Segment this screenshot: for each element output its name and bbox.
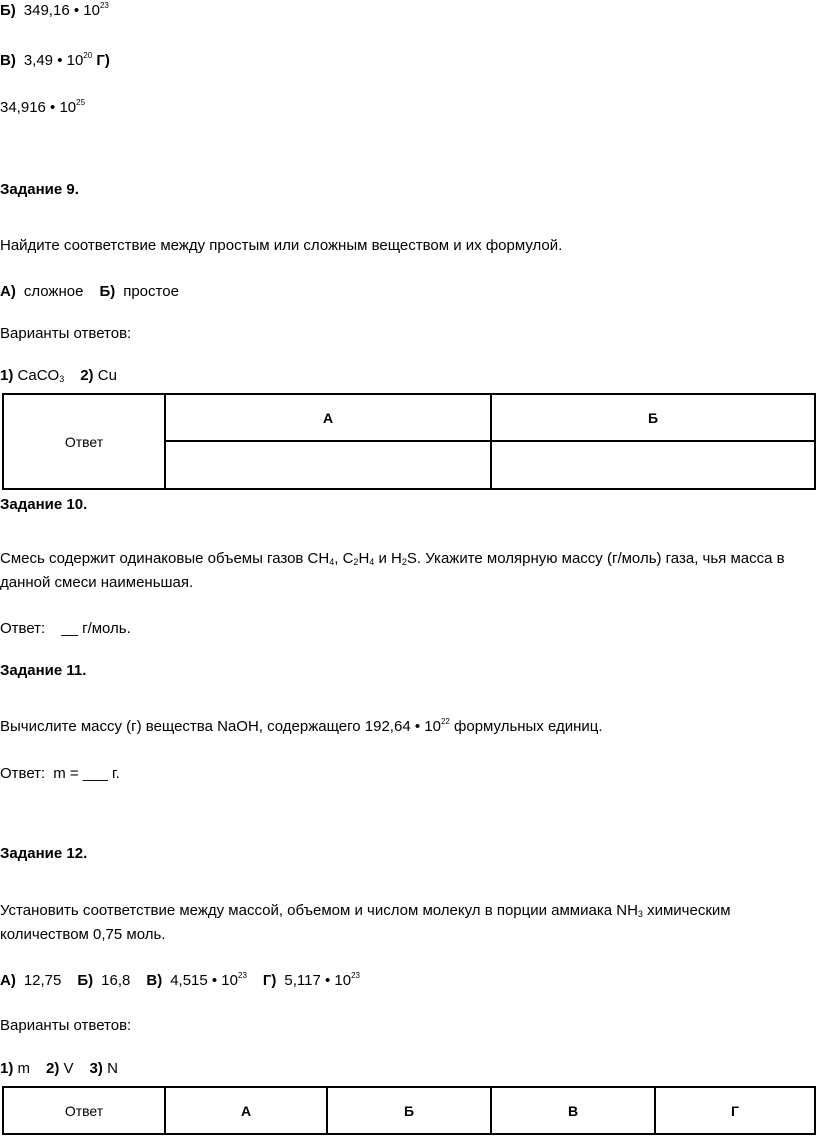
task12-options: А) 12,75 Б) 16,8 В) 4,515 • $10^{23}$ Г) 5,117 • $10^{23}$ — [0, 971, 361, 989]
task12-col-v: В — [491, 1087, 655, 1134]
task9-answer-table — [2, 393, 816, 490]
task9-cell-a[interactable] — [165, 441, 491, 489]
task9-col-b: Б — [491, 394, 815, 441]
task12-variants: 1) m 2) V 3) N — [0, 1060, 118, 1077]
task11-answer: Ответ: m = ___ г. — [0, 765, 120, 782]
task12-question: Установить соответствие между массой, объемом и числом молекул в порции аммиака $NH_3$ химическим количеством 0,75 моль. — [0, 902, 731, 943]
task10-answer-blank[interactable]: __ — [61, 620, 78, 637]
task9-options: А) сложное Б) простое — [0, 283, 179, 300]
task11-title: Задание 11. — [0, 662, 87, 679]
task9-cell-b[interactable] — [491, 441, 815, 489]
option-b-prev: Б) 349,16 • $10^{23}$ — [0, 1, 109, 19]
task11-answer-field[interactable]: m = ___ г. — [53, 765, 120, 782]
task9-variants: 1) CaCO$_3$ 2) Cu — [0, 367, 117, 384]
task12-variants-label: Варианты ответов: — [0, 1017, 132, 1034]
task12-col-b: Б — [327, 1087, 491, 1134]
task12-col-a: А — [165, 1087, 327, 1134]
task9-answer-label: Ответ — [3, 394, 165, 489]
task12-title: Задание 12. — [0, 845, 88, 862]
task10-question: Смесь содержит одинаковые объемы газов $CH_4$, $C_2H_4$ и $H_2S$. Укажите молярную массу (г/моль) газа, чья масса в данной смеси наименьшая. — [0, 550, 785, 591]
task12-col-g: Г — [655, 1087, 815, 1134]
task9-variants-label: Варианты ответов: — [0, 325, 132, 342]
task11-question: Вычислите массу (г) вещества NaOH, содержащего 192,64 • $10^{22}$ формульных единиц. — [0, 717, 603, 735]
task9-col-a: А — [165, 394, 491, 441]
option-v-prev: В) 3,49 • $10^{20}$ Г) — [0, 51, 110, 69]
task12-answer-table — [2, 1086, 816, 1135]
task9-question: Найдите соответствие между простым или сложным веществом и их формулой. — [0, 237, 563, 254]
task12-answer-label: Ответ — [3, 1087, 165, 1134]
task9-title: Задание 9. — [0, 181, 79, 198]
task10-answer: Ответ: __ г/моль. — [0, 620, 131, 637]
option-g-prev: 34,916 • $10^{25}$ — [0, 98, 86, 116]
task10-title: Задание 10. — [0, 496, 88, 513]
